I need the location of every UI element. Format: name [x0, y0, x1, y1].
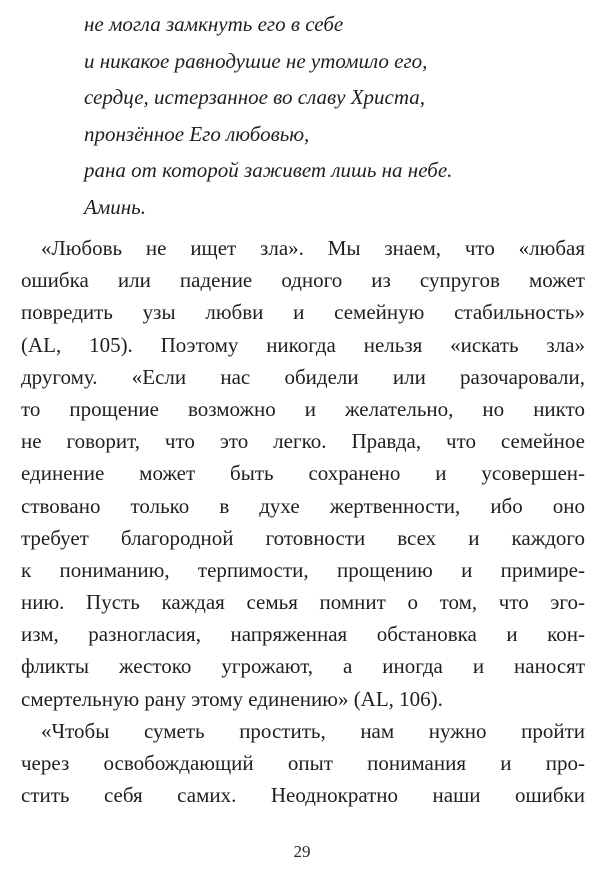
text-line: то прощение возможно и желательно, но никто [21, 396, 585, 421]
text-line: другому. «Если нас обидели или разочаровали, [21, 364, 585, 389]
poem-line: сердце, истерзанное во славу Христа, [84, 85, 426, 109]
text-line: ошибка или падение одного из супругов может [21, 268, 585, 293]
text-line: «Любовь не ищет зла». Мы знаем, что «любая [41, 236, 585, 260]
text-line: изм, разногласия, напряженная обстановка и кон- [21, 622, 585, 647]
text-line: стить себя самих. Неоднократно наши ошибки [21, 783, 585, 808]
poem-block [84, 6, 584, 225]
poem-line: рана от которой заживет лишь на небе. [84, 158, 453, 182]
text-line: единение может быть сохранено и усовершен- [21, 461, 585, 486]
paragraph-2 [21, 715, 585, 812]
text-line: повредить узы любви и семейную стабильность» [21, 300, 585, 325]
poem-line: и никакое равнодушие не утомило его, [84, 48, 428, 73]
text-line: нию. Пусть каждая семья помнит о том, что эго- [21, 590, 585, 615]
text-line: смертельную рану этому единению» (AL, 106). [21, 686, 443, 711]
poem-line: пронзённое Его любовью, [84, 121, 310, 146]
paragraph-1 [21, 232, 585, 715]
text-line: требует благородной готовности всех и каждого [21, 525, 585, 550]
text-line: через освобождающий опыт понимания и про- [21, 751, 585, 775]
page-number: 29 [293, 842, 311, 861]
text-line: (AL, 105). Поэтому никогда нельзя «искать зла» [21, 332, 585, 357]
text-line: не говорит, что это легко. Правда, что семейное [21, 429, 585, 454]
text-line: к пониманию, терпимости, прощению и примире- [21, 557, 585, 582]
text-line: ствовано только в духе жертвенности, ибо оно [21, 493, 585, 518]
poem-line: Аминь. [84, 194, 146, 219]
poem-line: не могла замкнуть его в себе [84, 12, 344, 36]
text-line: «Чтобы суметь простить, нам нужно пройти [41, 718, 585, 743]
prose-block [21, 232, 585, 811]
text-line: фликты жестоко угрожают, а иногда и наносят [21, 654, 585, 679]
